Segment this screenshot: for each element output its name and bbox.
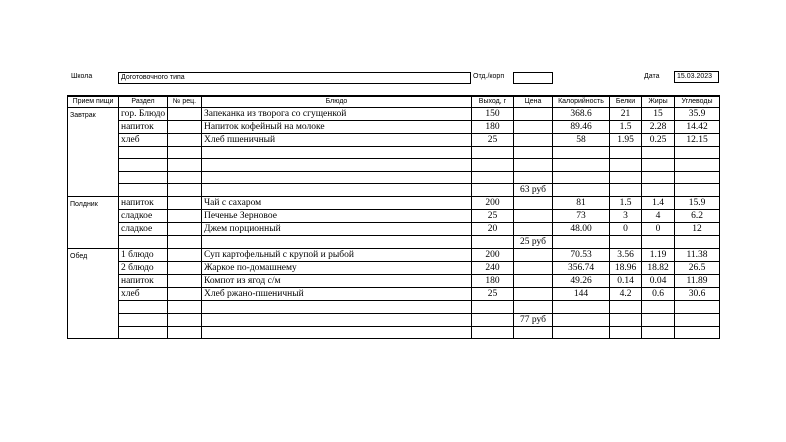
cell-out: 25 <box>472 288 514 301</box>
col-header: Блюдо <box>202 96 472 107</box>
table-row <box>68 236 720 249</box>
cell-kcal <box>553 326 610 339</box>
cell-dish <box>202 146 472 159</box>
cell-dish: Печенье Зерновое <box>202 210 472 223</box>
cell-fat: 0 <box>642 223 675 236</box>
cell-dish: Жаркое по-домашнему <box>202 262 472 275</box>
cell-rec <box>168 301 202 314</box>
cell-rec <box>168 210 202 223</box>
cell-section <box>119 301 168 314</box>
cell-fat: 4 <box>642 210 675 223</box>
cell-price <box>514 262 553 275</box>
cell-prot: 1.5 <box>610 197 642 210</box>
cell-carb: 30.6 <box>675 288 720 301</box>
col-header: Калорийность <box>553 96 610 107</box>
cell-carb: 11.89 <box>675 275 720 288</box>
cell-section: напиток <box>119 275 168 288</box>
cell-section: 1 блюдо <box>119 249 168 262</box>
cell-carb: 35.9 <box>675 107 720 120</box>
school-field[interactable]: Доготовочного типа <box>118 72 471 84</box>
cell-out <box>472 301 514 314</box>
cell-price <box>514 210 553 223</box>
cell-kcal: 144 <box>553 288 610 301</box>
cell-section <box>119 326 168 339</box>
cell-rec <box>168 236 202 249</box>
table-row <box>68 262 720 275</box>
date-field[interactable]: 15.03.2023 <box>674 71 719 83</box>
cell-rec <box>168 133 202 146</box>
cell-fat: 1.19 <box>642 249 675 262</box>
col-header: Выход, г <box>472 96 514 107</box>
cell-section: напиток <box>119 197 168 210</box>
col-header: Белки <box>610 96 642 107</box>
cell-carb: 6.2 <box>675 210 720 223</box>
cell-fat: 0.25 <box>642 133 675 146</box>
cell-price: 25 руб <box>514 236 553 249</box>
table-row <box>68 288 720 301</box>
cell-price <box>514 159 553 172</box>
cell-prot <box>610 184 642 197</box>
cell-prot: 3.56 <box>610 249 642 262</box>
cell-fat <box>642 146 675 159</box>
cell-carb: 11.38 <box>675 249 720 262</box>
cell-out <box>472 184 514 197</box>
cell-kcal <box>553 146 610 159</box>
cell-section: хлеб <box>119 288 168 301</box>
cell-rec <box>168 313 202 326</box>
cell-dish: Джем порционный <box>202 223 472 236</box>
cell-prot <box>610 236 642 249</box>
col-header: № рец. <box>168 96 202 107</box>
cell-price <box>514 301 553 314</box>
cell-price: 77 руб <box>514 313 553 326</box>
cell-price <box>514 133 553 146</box>
cell-out: 180 <box>472 120 514 133</box>
table-row <box>68 223 720 236</box>
cell-carb <box>675 146 720 159</box>
cell-dish <box>202 326 472 339</box>
cell-prot: 3 <box>610 210 642 223</box>
cell-section: напиток <box>119 120 168 133</box>
cell-out: 25 <box>472 210 514 223</box>
cell-rec <box>168 197 202 210</box>
cell-dish: Хлеб ржано-пшеничный <box>202 288 472 301</box>
cell-kcal: 73 <box>553 210 610 223</box>
table-row <box>68 275 720 288</box>
cell-kcal: 356.74 <box>553 262 610 275</box>
cell-dish: Запеканка из творога со сгущенкой <box>202 107 472 120</box>
cell-carb: 12 <box>675 223 720 236</box>
cell-prot <box>610 301 642 314</box>
cell-prot: 0.14 <box>610 275 642 288</box>
cell-out <box>472 313 514 326</box>
cell-carb <box>675 171 720 184</box>
cell-out <box>472 171 514 184</box>
cell-price <box>514 223 553 236</box>
cell-price <box>514 107 553 120</box>
cell-out: 180 <box>472 275 514 288</box>
cell-kcal <box>553 159 610 172</box>
cell-out: 20 <box>472 223 514 236</box>
cell-dish: Чай с сахаром <box>202 197 472 210</box>
cell-prot <box>610 171 642 184</box>
cell-rec <box>168 262 202 275</box>
cell-dish <box>202 184 472 197</box>
cell-fat: 18.82 <box>642 262 675 275</box>
cell-section: хлеб <box>119 133 168 146</box>
cell-dish <box>202 313 472 326</box>
cell-kcal <box>553 184 610 197</box>
cell-rec <box>168 107 202 120</box>
cell-dish: Суп картофельный с крупой и рыбой <box>202 249 472 262</box>
cell-kcal <box>553 236 610 249</box>
table-row <box>68 326 720 339</box>
cell-price <box>514 146 553 159</box>
cell-dish: Напиток кофейный на молоке <box>202 120 472 133</box>
cell-rec <box>168 288 202 301</box>
cell-section: сладкое <box>119 210 168 223</box>
cell-prot <box>610 313 642 326</box>
cell-carb <box>675 313 720 326</box>
cell-section: 2 блюдо <box>119 262 168 275</box>
col-header: Цена <box>514 96 553 107</box>
col-header: Раздел <box>119 96 168 107</box>
cell-out: 200 <box>472 249 514 262</box>
table-row <box>68 133 720 146</box>
cell-kcal: 48.00 <box>553 223 610 236</box>
cell-fat <box>642 171 675 184</box>
table-header-row <box>68 96 720 107</box>
cell-kcal <box>553 301 610 314</box>
cell-fat <box>642 159 675 172</box>
cell-section <box>119 159 168 172</box>
cell-carb <box>675 326 720 339</box>
cell-out <box>472 146 514 159</box>
table-row <box>68 146 720 159</box>
cell-dish: Компот из ягод с/м <box>202 275 472 288</box>
cell-price <box>514 120 553 133</box>
col-header: Прием пищи <box>68 96 119 107</box>
cell-kcal: 49.26 <box>553 275 610 288</box>
dept-field[interactable] <box>513 72 553 84</box>
cell-price <box>514 249 553 262</box>
cell-kcal: 89.46 <box>553 120 610 133</box>
cell-section: гор. Блюдо <box>119 107 168 120</box>
cell-prot: 1.5 <box>610 120 642 133</box>
meal-name: Обед <box>68 249 119 339</box>
cell-prot <box>610 159 642 172</box>
cell-carb: 26.5 <box>675 262 720 275</box>
cell-out: 240 <box>472 262 514 275</box>
cell-fat: 0.6 <box>642 288 675 301</box>
cell-out <box>472 326 514 339</box>
cell-section <box>119 236 168 249</box>
table-row <box>68 313 720 326</box>
dept-label: Отд./корп <box>473 73 505 80</box>
table-row <box>68 197 720 210</box>
cell-dish <box>202 236 472 249</box>
cell-rec <box>168 159 202 172</box>
cell-dish <box>202 171 472 184</box>
cell-kcal <box>553 313 610 326</box>
col-header: Жиры <box>642 96 675 107</box>
cell-price <box>514 171 553 184</box>
cell-carb <box>675 159 720 172</box>
cell-section: сладкое <box>119 223 168 236</box>
cell-prot: 4.2 <box>610 288 642 301</box>
cell-kcal: 81 <box>553 197 610 210</box>
meal-name: Завтрак <box>68 107 119 197</box>
cell-prot: 21 <box>610 107 642 120</box>
cell-rec <box>168 184 202 197</box>
table-row <box>68 184 720 197</box>
table-row <box>68 159 720 172</box>
cell-kcal: 70.53 <box>553 249 610 262</box>
table-row <box>68 210 720 223</box>
cell-rec <box>168 326 202 339</box>
cell-fat: 1.4 <box>642 197 675 210</box>
cell-out: 150 <box>472 107 514 120</box>
cell-out <box>472 236 514 249</box>
cell-fat <box>642 236 675 249</box>
date-label: Дата <box>644 73 660 80</box>
cell-carb: 12.15 <box>675 133 720 146</box>
cell-dish <box>202 301 472 314</box>
cell-fat: 15 <box>642 107 675 120</box>
cell-section <box>119 171 168 184</box>
table-row <box>68 107 720 120</box>
cell-rec <box>168 249 202 262</box>
cell-kcal: 368.6 <box>553 107 610 120</box>
cell-carb: 15.9 <box>675 197 720 210</box>
cell-rec <box>168 146 202 159</box>
cell-rec <box>168 223 202 236</box>
cell-section <box>119 146 168 159</box>
cell-prot: 18.96 <box>610 262 642 275</box>
cell-carb <box>675 301 720 314</box>
cell-kcal: 58 <box>553 133 610 146</box>
cell-price: 63 руб <box>514 184 553 197</box>
cell-prot <box>610 146 642 159</box>
table-row <box>68 120 720 133</box>
cell-fat: 2.28 <box>642 120 675 133</box>
cell-rec <box>168 171 202 184</box>
school-label: Школа <box>71 73 93 80</box>
cell-dish: Хлеб пшеничный <box>202 133 472 146</box>
cell-carb <box>675 236 720 249</box>
cell-fat <box>642 184 675 197</box>
cell-fat <box>642 301 675 314</box>
cell-prot: 1.95 <box>610 133 642 146</box>
cell-price <box>514 288 553 301</box>
cell-carb: 14.42 <box>675 120 720 133</box>
menu-table <box>67 95 720 339</box>
cell-rec <box>168 120 202 133</box>
cell-dish <box>202 159 472 172</box>
cell-prot: 0 <box>610 223 642 236</box>
cell-kcal <box>553 171 610 184</box>
cell-prot <box>610 326 642 339</box>
cell-fat <box>642 313 675 326</box>
cell-price <box>514 275 553 288</box>
cell-out: 200 <box>472 197 514 210</box>
table-row <box>68 301 720 314</box>
cell-price <box>514 326 553 339</box>
cell-section <box>119 313 168 326</box>
cell-section <box>119 184 168 197</box>
cell-fat: 0.04 <box>642 275 675 288</box>
meal-name: Полдник <box>68 197 119 249</box>
cell-carb <box>675 184 720 197</box>
cell-out: 25 <box>472 133 514 146</box>
table-row <box>68 171 720 184</box>
cell-rec <box>168 275 202 288</box>
cell-fat <box>642 326 675 339</box>
cell-out <box>472 159 514 172</box>
cell-price <box>514 197 553 210</box>
table-row <box>68 249 720 262</box>
col-header: Углеводы <box>675 96 720 107</box>
